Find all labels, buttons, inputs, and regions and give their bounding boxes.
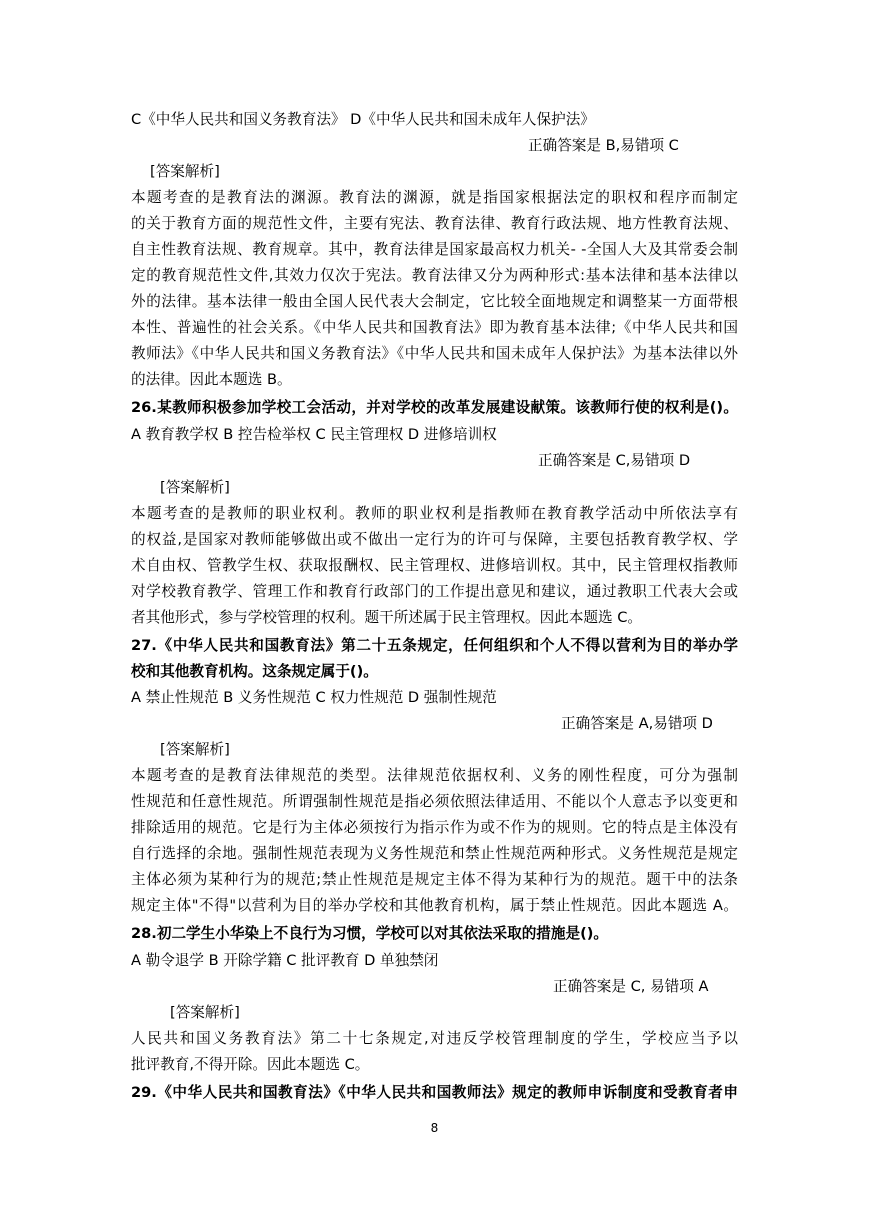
q28-options: A 勒令退学 B 开除学籍 C 批评教育 D 单独禁闭 <box>131 952 439 969</box>
q26-analysis-line: 对学校教育教学、管理工作和教育行政部门的工作提出意见和建议，通过教职工代表大会或 <box>131 583 738 600</box>
q25-analysis-line: 的法律。因此本题选 B。 <box>131 371 292 388</box>
q27-analysis-line: 主体必须为某种行为的规范;禁止性规范是规定主体不得为某种行为的规范。题干中的法条 <box>131 871 738 888</box>
q28-analysis-heading: [答案解析] <box>170 1004 240 1021</box>
q25-analysis-line: 的关于教育方面的规范性文件，主要有宪法、教育法律、教育行政法规、地方性教育法规、 <box>131 215 738 232</box>
q27-analysis-line: 自行选择的余地。强制性规范表现为义务性规范和禁止性规范两种形式。义务性规范是规定 <box>131 845 738 862</box>
q26-analysis-line: 术自由权、管教学生权、获取报酬权、民主管理权、进修培训权。其中，民主管理权指教师 <box>131 557 738 574</box>
q25-analysis-line: 本题考查的是教育法的渊源。教育法的渊源，就是指国家根据法定的职权和程序而制定 <box>131 189 738 206</box>
q26-analysis-line: 本题考查的是教师的职业权利。教师的职业权利是指教师在教育教学活动中所依法享有 <box>131 505 738 522</box>
q25-analysis-line: 本性、普遍性的社会关系。《中华人民共和国教育法》即为教育基本法律;《中华人民共和国 <box>131 319 738 336</box>
q25-analysis-line: 自主性教育法规、教育规章。其中，教育法律是国家最高权力机关- -全国人大及其常委会制 <box>131 241 738 258</box>
q26-options: A 教育教学权 B 控告检举权 C 民主管理权 D 进修培训权 <box>131 426 497 443</box>
q27-options: A 禁止性规范 B 义务性规范 C 权力性规范 D 强制性规范 <box>131 689 497 706</box>
q28-analysis-line: 批评教育,不得开除。因此本题选 C。 <box>131 1056 370 1073</box>
q25-analysis-line: 定的教育规范性文件,其效力仅次于宪法。教育法律又分为两种形式:基本法律和基本法律以 <box>131 267 738 284</box>
q26-analysis-heading: [答案解析] <box>160 479 230 496</box>
q25-options-line: C《中华人民共和国义务教育法》 D《中华人民共和国未成年人保护法》 <box>131 111 595 128</box>
q27-analysis-line: 排除适用的规范。它是行为主体必须按行为指示作为或不作为的规则。它的特点是主体没有 <box>131 819 738 836</box>
q27-question-line: 27.《中华人民共和国教育法》第二十五条规定，任何组织和个人不得以营利为目的举办学 <box>131 637 738 654</box>
q26-answer: 正确答案是 C,易错项 D <box>538 452 691 469</box>
q25-analysis-heading: [答案解析] <box>150 163 220 180</box>
q27-analysis-line: 性规范和任意性规范。所谓强制性规范是指必须依照法律适用、不能以个人意志予以变更和 <box>131 793 738 810</box>
q28-question: 28.初二学生小华染上不良行为习惯，学校可以对其依法采取的措施是()。 <box>131 925 609 942</box>
q28-analysis-line: 人民共和国义务教育法》第二十七条规定,对违反学校管理制度的学生，学校应当予以 <box>131 1030 738 1047</box>
q25-analysis-line: 教师法》《中华人民共和国义务教育法》《中华人民共和国未成年人保护法》为基本法律以外 <box>131 345 738 362</box>
q26-analysis-line: 的权益,是国家对教师能够做出或不做出一定行为的许可与保障，主要包括教育教学权、学 <box>131 531 738 548</box>
q25-analysis-line: 外的法律。基本法律一般由全国人民代表大会制定，它比较全面地规定和调整某一方面带根 <box>131 293 738 310</box>
page-number: 8 <box>430 1121 439 1135</box>
q27-analysis-line: 本题考查的是教育法律规范的类型。法律规范依据权利、义务的刚性程度，可分为强制 <box>131 767 738 784</box>
q28-answer: 正确答案是 C, 易错项 A <box>553 978 709 995</box>
q27-answer: 正确答案是 A,易错项 D <box>561 715 713 732</box>
q27-analysis-heading: [答案解析] <box>160 741 230 758</box>
q29-question: 29.《中华人民共和国教育法》《中华人民共和国教师法》规定的教师申诉制度和受教育者申 <box>131 1084 738 1101</box>
q26-question: 26.某教师积极参加学校工会活动，并对学校的改革发展建设献策。该教师行使的权利是()。 <box>131 399 738 416</box>
q27-question-line: 校和其他教育机构。这条规定属于()。 <box>131 663 378 680</box>
q26-analysis-line: 者其他形式，参与学校管理的权利。题干所述属于民主管理权。因此本题选 C。 <box>131 609 643 626</box>
q27-analysis-line: 规定主体"不得"以营利为目的举办学校和其他教育机构，属于禁止性规范。因此本题选 A。 <box>131 897 738 914</box>
q25-answer: 正确答案是 B,易错项 C <box>528 137 679 154</box>
